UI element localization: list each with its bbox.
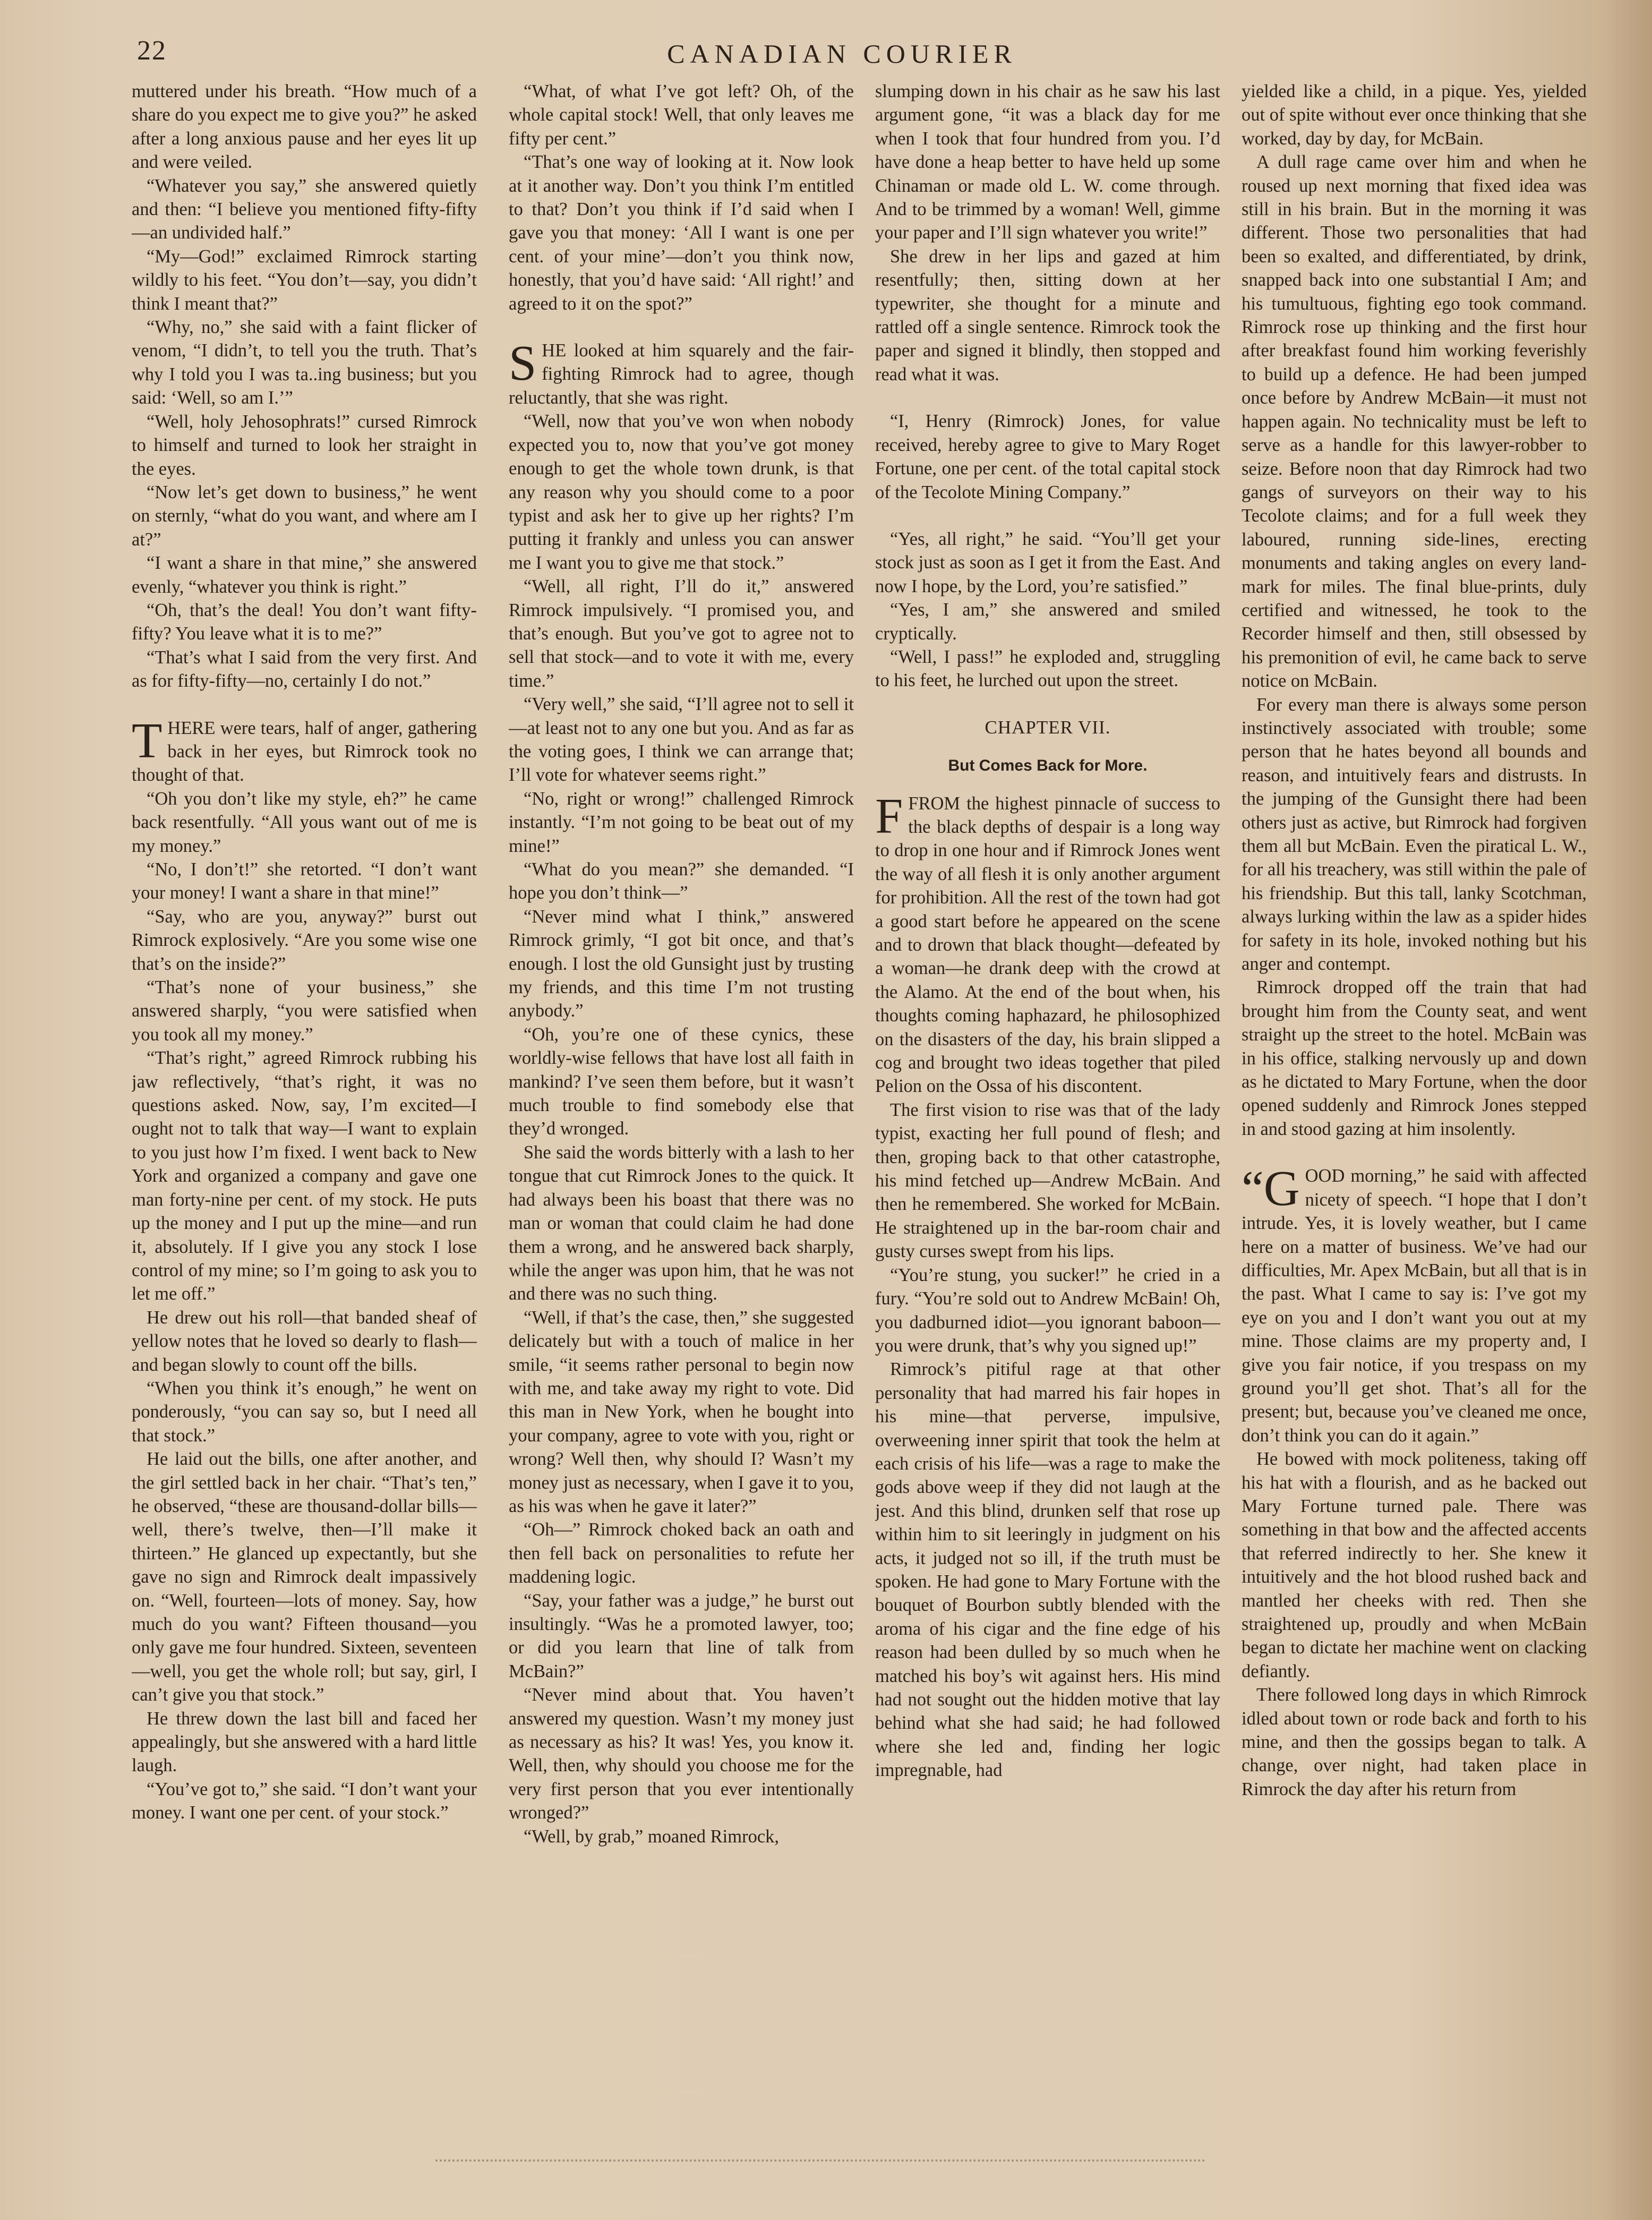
article-paragraph bbox=[1242, 80, 1587, 150]
paragraph-text: “That’s none of your business,” she answered sharply, “you were satisfied when you took all my money.” bbox=[132, 977, 477, 1045]
paragraph-text: “Oh—” Rimrock choked back an oath and then fell back on personalities to refute her maddening logic. bbox=[509, 1519, 854, 1587]
article-paragraph bbox=[1242, 693, 1587, 976]
paragraph-text: “Oh, that’s the deal! You don’t want fifty-fifty? You leave what it is to me?” bbox=[132, 600, 477, 644]
paragraph-text: HE looked at him squarely and the fair-fighting Rimrock had to agree, though reluctantly, that she was right. bbox=[509, 340, 854, 408]
article-paragraph bbox=[509, 80, 854, 150]
article-paragraph bbox=[875, 80, 1220, 245]
column-4 bbox=[1242, 80, 1587, 2146]
paragraph-text: “No, right or wrong!” challenged Rimrock instantly. “I’m not going to be beat out of my mine!” bbox=[509, 788, 854, 856]
article-paragraph bbox=[875, 1263, 1220, 1358]
drop-cap-letter: T bbox=[132, 713, 162, 769]
column-3 bbox=[875, 80, 1220, 2146]
article-paragraph bbox=[132, 858, 477, 905]
paragraph-text: “Never mind about that. You haven’t answered my question. Wasn’t my money just as necessary as his? It was! Yes, you know it. Well, then, why should you choose me for the very first person that you ever intentionally wronged?” bbox=[509, 1685, 854, 1823]
column-2 bbox=[509, 80, 854, 2146]
article-paragraph bbox=[132, 80, 477, 174]
article-paragraph bbox=[132, 905, 477, 976]
paragraph-text: “Oh you don’t like my style, eh?” he came back resentfully. “All yous want out of me is my money.” bbox=[132, 788, 477, 856]
article-paragraph bbox=[875, 245, 1220, 386]
footer-divider bbox=[435, 2159, 1205, 2165]
article-paragraph bbox=[1242, 150, 1587, 693]
paragraph-text: “Whatever you say,” she answered quietly and then: “I believe you mentioned fifty-fifty—an undivided half.” bbox=[132, 175, 477, 243]
paragraph-text: “Well, now that you’ve won when nobody expected you to, now that you’ve got money enough to get the whole town drunk, is that any reason why you should come to a poor typist and ask her to give up her rights? I’m putting it frankly and unless you can answer me I want you to give me that stock.” bbox=[509, 411, 854, 573]
article-paragraph bbox=[875, 645, 1220, 693]
article-paragraph bbox=[132, 410, 477, 481]
paragraph-text: “No, I don’t!” she retorted. “I don’t want your money! I want a share in that mine!” bbox=[132, 859, 477, 903]
drop-cap-letter: S bbox=[509, 336, 537, 391]
article-paragraph bbox=[509, 1825, 854, 1848]
paragraph-text: For every man there is always some person instinctively associated with trouble; some person that he hates beyond all bounds and reason, and intuitively fears and distrusts. In the jumping of the Gunsight there had been others just as active, but Rimrock had forgiven them all but McBain. Even the piratical L. W., for all his treachery, was still within the pale of his friendship. But this tall, lanky Scotchman, always lurking within the law as a spider hides for safety in its hole, invoked nothing but his anger and contempt. bbox=[1242, 694, 1587, 975]
paragraph-text: “Say, your father was a judge,” he burst out insultingly. “Was he a promoted lawyer, too; or did you learn that line of talk from McBain?” bbox=[509, 1590, 854, 1681]
paragraph-text: He threw down the last bill and faced her appealingly, but she answered with a hard little laugh. bbox=[132, 1708, 477, 1776]
article-paragraph bbox=[509, 1683, 854, 1824]
article-paragraph bbox=[509, 1518, 854, 1589]
article-paragraph bbox=[132, 599, 477, 646]
article-paragraph bbox=[875, 527, 1220, 598]
article-paragraph bbox=[132, 481, 477, 551]
article-paragraph bbox=[875, 598, 1220, 645]
paragraph-text: HERE were tears, half of anger, gathering back in her eyes, but Rimrock took no thought of that. bbox=[132, 718, 477, 785]
paragraph-text: muttered under his breath. “How much of a share do you expect me to give you?” he asked after a long anxious pause and her eyes lit up and were veiled. bbox=[132, 81, 477, 173]
paragraph-text: He bowed with mock politeness, taking off his hat with a flourish, and as he backed out Mary Fortune turned pale. There was something in that bow and the affected accents that referred indirectly to her. She knew it intuitively and the hot blood rushed back and mantled her cheeks with red. Then she straightened up, proudly and when McBain began to dictate her machine went on clacking defiantly. bbox=[1242, 1449, 1587, 1681]
paragraph-text: “What do you mean?” she demanded. “I hope you don’t think—” bbox=[509, 859, 854, 903]
paragraph-text: A dull rage came over him and when he roused up next morning that fixed idea was still in his brain. But in the morning it was different. Those two personalities that had been so exalted, and differentiated, by drink, snapped back into one substantial I Am; and his tumultuous, fighting ego took command. Rimrock rose up thinking and the first hour after breakfast found him working feverishly to build up a defence. He had been jumped once before by Andrew McBain—it must not happen again. No technicality must be left to serve as a handle for this lawyer-robber to seize. Before noon that day Rimrock had two gangs of surveyors on their way to his Tecolote claims; and for a full week they laboured, running side-lines, erecting monuments and taking angles on every land-mark for miles. The final blue-prints, duly certified and witnessed, he took to the Recorder himself and then, still obsessed by his premonition of evil, he came back to serve notice on McBain. bbox=[1242, 152, 1587, 691]
paragraph-text: “That’s right,” agreed Rimrock rubbing his jaw reflectively, “that’s right, it was no questions asked. Now, say, I’m excited—I ought not to talk that way—I want to explain to you just how I’m fixed. I went back to New York and organized a company and gave one man forty-nine per cent. of my stock. He puts up the money and I put up the mine—and run it, absolutely. If I give you any stock I lose control of my mine; so I’m going to ask you to let me off.” bbox=[132, 1048, 477, 1304]
article-paragraph bbox=[132, 713, 477, 787]
paragraph-text: She drew in her lips and gazed at him resentfully; then, sitting down at her typewriter, she thought for a minute and rattled off a single sentence. Rimrock took the paper and signed it blindly, then stopped and read what it was. bbox=[875, 246, 1220, 385]
article-paragraph bbox=[509, 787, 854, 858]
article-paragraph bbox=[509, 693, 854, 787]
paragraph-text: “Well, I pass!” he exploded and, struggling to his feet, he lurched out upon the street. bbox=[875, 646, 1220, 691]
paragraph-text: Rimrock dropped off the train that had brought him from the County seat, and went straight up the street to the hotel. McBain was in his office, stalking nervously up and down as he dictated to Mary Fortune, when the door opened suddenly and Rimrock Jones stepped in and stood gazing at him insolently. bbox=[1242, 977, 1587, 1139]
paragraph-text: “You’re stung, you sucker!” he cried in a fury. “You’re sold out to Andrew McBain! Oh, you dadburned idiot—you ignorant baboon—you were drunk, that’s why you signed up!” bbox=[875, 1265, 1220, 1356]
article-paragraph bbox=[1242, 1683, 1587, 1801]
chapter-heading: CHAPTER VII. bbox=[985, 716, 1111, 738]
paragraph-text: “That’s what I said from the very first. And as for fifty-fifty—no, certainly I do not.” bbox=[132, 647, 477, 691]
article-paragraph bbox=[132, 976, 477, 1046]
article-paragraph bbox=[509, 1589, 854, 1684]
article-paragraph bbox=[509, 1023, 854, 1141]
chapter-subtitle: But Comes Back for More. bbox=[948, 757, 1148, 775]
article-paragraph bbox=[132, 646, 477, 693]
paragraph-text: “Yes, all right,” he said. “You’ll get your stock just as soon as I get it from the East. And now I hope, by the Lord, you’re satisfied.” bbox=[875, 528, 1220, 596]
article-paragraph bbox=[132, 787, 477, 858]
article-paragraph bbox=[875, 1357, 1220, 1782]
paragraph-text: “I want a share in that mine,” she answered evenly, “whatever you think is right.” bbox=[132, 553, 477, 597]
paragraph-text: She said the words bitterly with a lash to her tongue that cut Rimrock Jones to the quick. It had always been his boast that there was no man or woman that could claim he had done them a wrong, and he answered back sharply, while the anger was upon him, that he was not and there was no such thing. bbox=[509, 1142, 854, 1304]
article-paragraph bbox=[132, 1046, 477, 1305]
masthead-title: CANADIAN COURIER bbox=[667, 39, 1017, 69]
paragraph-text: “You’ve got to,” she said. “I don’t want your money. I want one per cent. of your stock.” bbox=[132, 1779, 477, 1823]
article-paragraph bbox=[875, 788, 1220, 1098]
article-paragraph bbox=[132, 1306, 477, 1377]
paragraph-text: “Now let’s get down to business,” he went on sternly, “what do you want, and where am I at?” bbox=[132, 482, 477, 550]
column-1 bbox=[132, 80, 477, 2146]
drop-cap-letter: F bbox=[875, 788, 903, 844]
article-paragraph bbox=[509, 409, 854, 575]
page-header bbox=[0, 25, 1652, 73]
article-paragraph bbox=[132, 1447, 477, 1706]
article-paragraph bbox=[875, 1098, 1220, 1263]
article-paragraph bbox=[132, 1377, 477, 1447]
article-paragraph bbox=[132, 245, 477, 315]
paragraph-text: FROM the highest pinnacle of success to the black depths of despair is a long way to drop in one hour and if Rimrock Jones went the way of all flesh it is only another argument for prohibition. All the rest of the town had got a good start before he appeared on the scene and to drown that black thought—defeated by a woman—he drank deep with the crowd at the Alamo. At the end of the bout when, his thoughts coming haphazard, he philosophized on the disasters of the day, his brain slipped a cog and brought two ideas together that piled Pelion on the Ossa of his discontent. bbox=[875, 793, 1220, 1097]
paragraph-text: OOD morning,” he said with affected nicety of speech. “I hope that I don’t intrude. Yes, it is lovely weather, but I came here on a matter of business. We’ve had our difficulties, Mr. Apex McBain, but all that is in the past. What I came to say is: I’ve got my eye on you and I don’t want you out at my mine. Those claims are my property and, I give you fair notice, if you trespass on my ground you’ll get shot. That’s all for the present; but, because you’ve cleaned me once, don’t think you can do it again.” bbox=[1242, 1166, 1587, 1446]
article-paragraph bbox=[1242, 976, 1587, 1141]
paragraph-text: “Why, no,” she said with a faint flicker of venom, “I didn’t, to tell you the truth. That’s why I told you I was ta..ing business; but you said: ‘Well, so am I.’” bbox=[132, 317, 477, 408]
article-paragraph bbox=[132, 1778, 477, 1825]
paragraph-text: He laid out the bills, one after another, and the girl settled back in her chair. “That’s ten,” he observed, “these are thousand-dollar bills—well, there’s twelve, then—I’ll make it thirteen.” He glanced up expectantly, but she gave no sign and Rimrock dealt impassively on. “Well, fourteen—lots of money. Say, how much do you want? Fifteen thousand—you only gave me four hundred. Sixteen, seventeen—well, you get the whole roll; but say, girl, I can’t give you that stock.” bbox=[132, 1449, 477, 1705]
article-paragraph bbox=[509, 1306, 854, 1518]
article-paragraph bbox=[1242, 1447, 1587, 1683]
article-paragraph bbox=[875, 409, 1220, 504]
paragraph-text: “Well, all right, I’ll do it,” answered Rimrock impulsively. “I promised you, and that’s enough. But you’ve got to agree not to sell that stock—and to vote it with me, every time.” bbox=[509, 576, 854, 691]
paragraph-text: “When you think it’s enough,” he went on ponderously, “you can say so, but I need all that stock.” bbox=[132, 1378, 477, 1446]
article-paragraph bbox=[132, 315, 477, 410]
paragraph-text: “Well, by grab,” moaned Rimrock, bbox=[524, 1826, 780, 1847]
page-number: 22 bbox=[137, 36, 167, 66]
article-paragraph bbox=[132, 174, 477, 245]
text-columns bbox=[132, 80, 1587, 2146]
paragraph-text: “My—God!” exclaimed Rimrock starting wildly to his feet. “You don’t—say, you didn’t think I meant that?” bbox=[132, 246, 477, 314]
paragraph-text: “Well, holy Jehosophrats!” cursed Rimrock to himself and turned to look her straight in the eyes. bbox=[132, 411, 477, 479]
paragraph-text: slumping down in his chair as he saw his last argument gone, “it was a black day for me when I took that four hundred from you. I’d have done a heap better to have held up some Chinaman or made old L. W. come through. And to be trimmed by a woman! Well, gimme your paper and I’ll sign whatever you write!” bbox=[875, 81, 1220, 243]
article-paragraph bbox=[509, 575, 854, 693]
paragraph-text: “Oh, you’re one of these cynics, these worldly-wise fellows that have lost all faith in mankind? I’ve seen them before, but it wasn’t much trouble to find somebody else that they’d wronged. bbox=[509, 1024, 854, 1139]
article-paragraph bbox=[132, 551, 477, 599]
article-paragraph bbox=[509, 858, 854, 905]
paragraph-text: yielded like a child, in a pique. Yes, yielded out of spite without ever once thinking that she worked, day by day, for McBain. bbox=[1242, 81, 1587, 149]
article-paragraph bbox=[509, 1141, 854, 1306]
article-paragraph bbox=[509, 336, 854, 409]
paragraph-text: “Well, if that’s the case, then,” she suggested delicately but with a touch of malice in her smile, “it seems rather personal to begin now with me, and take away my right to vote. Did this man in New York, when he bought into your company, agree to vote with you, right or wrong? Well then, why should I? Wasn’t my money just as necessary, when I gave it to you, as his was when he gave it later?” bbox=[509, 1307, 854, 1516]
paragraph-text: “What, of what I’ve got left? Oh, of the whole capital stock! Well, that only leaves me fifty per cent.” bbox=[509, 81, 854, 149]
article-paragraph bbox=[1242, 1161, 1587, 1447]
paragraph-text: “Very well,” she said, “I’ll agree not to sell it—at least not to any one but you. And as far as the voting goes, I think we can arrange that; I’ll vote for whatever seems right.” bbox=[509, 694, 854, 785]
paragraph-text: Rimrock’s pitiful rage at that other personality that had marred his fair hopes in his mine—that perverse, impulsive, overweening inner spirit that took the helm at each crisis of his life—was a rage to make the gods above weep if they did not laugh at the jest. And this blind, drunken self that rose up within him to sit leeringly in judgment on his acts, it judged not so ill, if the truth must be spoken. He had gone to Mary Fortune with the bouquet of Bourbon subtly blended with the aroma of his cigar and the fine edge of his reason had been dulled by so much when he matched his boy’s wit against hers. His mind had not sought out the hidden motive that lay behind what she had said; he had followed where she led and, finding her logic impregnable, had bbox=[875, 1359, 1220, 1781]
paragraph-text: “I, Henry (Rimrock) Jones, for value received, hereby agree to give to Mary Roget Fortune, one per cent. of the total capital stock of the Tecolote Mining Company.” bbox=[875, 411, 1220, 502]
paragraph-text: He drew out his roll—that banded sheaf of yellow notes that he loved so dearly to flash—and began slowly to count off the bills. bbox=[132, 1307, 477, 1375]
paragraph-text: There followed long days in which Rimrock idled about town or rode back and forth to his mine, and then the gossips began to talk. A change, over night, had taken place in Rimrock the day after his return from bbox=[1242, 1685, 1587, 1799]
paragraph-text: “That’s one way of looking at it. Now look at it another way. Don’t you think I’m entitled to that? Don’t you think if I’d said when I gave you that money: ‘All I want is one per cent. of your mine’—don’t you think now, honestly, that you’d have said: ‘All right!’ and agreed to it on the spot?” bbox=[509, 152, 854, 314]
article-paragraph bbox=[132, 1707, 477, 1778]
article-paragraph bbox=[509, 150, 854, 315]
article-paragraph bbox=[509, 905, 854, 1023]
paragraph-text: “Never mind what I think,” answered Rimrock grimly, “I got bit once, and that’s enough. I lost the old Gunsight just by trusting my friends, and this time I’m not trusting anybody.” bbox=[509, 906, 854, 1021]
paragraph-text: The first vision to rise was that of the lady typist, exacting her full pound of flesh; and then, groping back to that other catastrophe, his mind fetched up—Andrew McBain. And then he remembered. She worked for McBain. He straightened up in the bar-room chair and gusty curses swept from his lips. bbox=[875, 1099, 1220, 1262]
paragraph-text: “Say, who are you, anyway?” burst out Rimrock explosively. “Are you some wise one that’s on the inside?” bbox=[132, 906, 477, 974]
drop-cap-letter: “G bbox=[1242, 1161, 1300, 1217]
paragraph-text: “Yes, I am,” she answered and smiled cryptically. bbox=[875, 600, 1220, 644]
